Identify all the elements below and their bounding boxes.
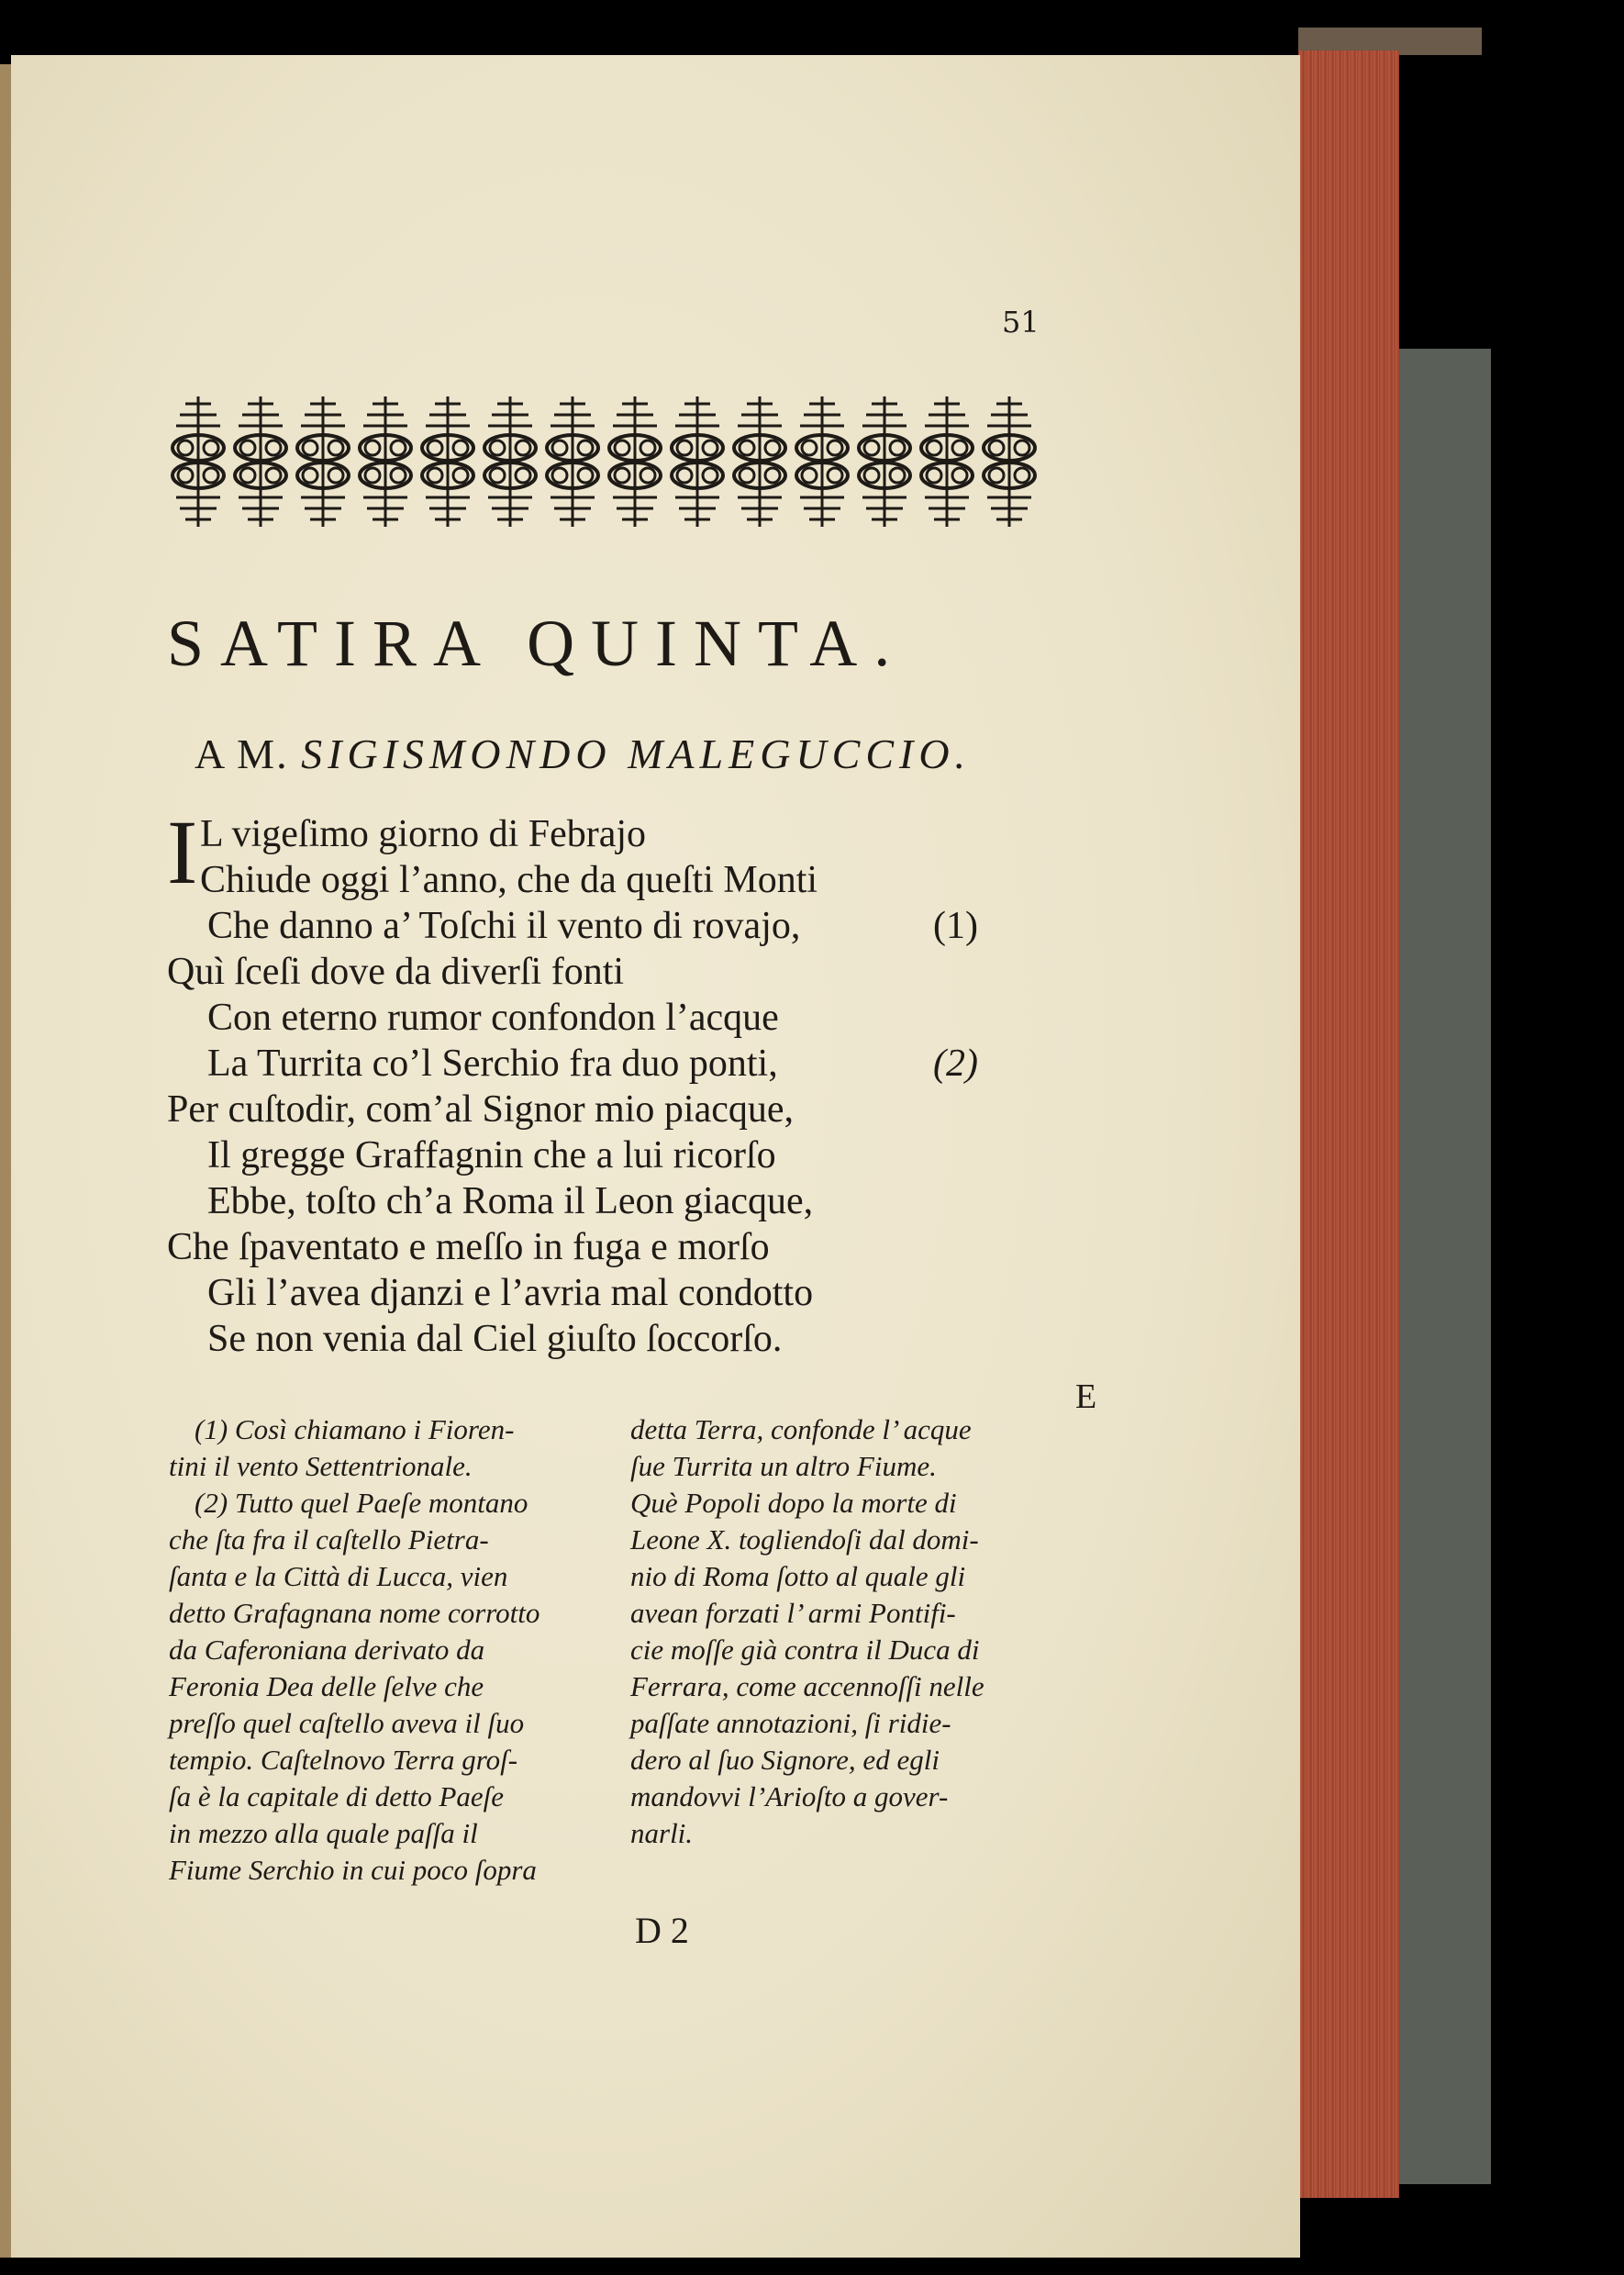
footnote-line: Què Popoli dopo la morte di bbox=[630, 1487, 957, 1519]
footnote-line: tini il vento Settentrionale. bbox=[169, 1450, 473, 1482]
verse-line: Con eterno rumor confondon l’acque bbox=[207, 997, 779, 1039]
footnote-line: detta Terra, confonde l’ acque bbox=[630, 1413, 972, 1445]
footnote-line: Fiume Serchio in cui poco ſopra bbox=[169, 1854, 537, 1886]
footnote-line: (2) Tutto quel Paeſe montano bbox=[195, 1487, 528, 1519]
footnote-line: nio di Roma ſotto al quale gli bbox=[630, 1560, 966, 1592]
chapter-title: SATIRA QUINTA. bbox=[167, 607, 907, 680]
footnote-line: detto Grafagnana nome corrotto bbox=[169, 1597, 540, 1629]
verse-line: Per cuſtodir, com’al Signor mio piacque, bbox=[167, 1088, 794, 1131]
verse-line: Chiude oggi l’anno, che da queſti Monti bbox=[200, 859, 818, 901]
verse-line: Il gregge Graffagnin che a lui ricorſo bbox=[207, 1134, 776, 1177]
footnote-line: avean forzati l’ armi Pontifi- bbox=[630, 1597, 956, 1629]
verse-ref-2: (2) bbox=[933, 1043, 978, 1085]
footnote-line: da Caferoniana derivato da bbox=[169, 1634, 485, 1666]
footnote-line: che ſta fra il caſtello Pietra- bbox=[169, 1523, 489, 1556]
verse-line: Quì ſceſi dove da diverſi fonti bbox=[167, 951, 625, 993]
footnote-line: Leone X. togliendoſi dal domi- bbox=[630, 1523, 979, 1556]
verse-line: Gli l’avea djanzi e l’avria mal condotto bbox=[207, 1272, 814, 1314]
footnote-line: tempio. Caſtelnovo Terra groſ- bbox=[169, 1744, 518, 1776]
footnote-line: Ferrara, come accennoſſi nelle bbox=[630, 1670, 984, 1702]
footnote-line: (1) Così chiamano i Fioren- bbox=[195, 1413, 515, 1445]
verse-line: L vigeſimo giorno di Febrajo bbox=[200, 813, 647, 855]
book-cover-board bbox=[1399, 349, 1491, 2184]
verse-line: Se non venia dal Ciel giuſto ſoccorſo. bbox=[207, 1318, 783, 1360]
page-number: 51 bbox=[1002, 305, 1040, 340]
footnote-line: dero al ſuo Signore, ed egli bbox=[630, 1744, 940, 1776]
footnote-line: in mezzo alla quale paſſa il bbox=[169, 1817, 478, 1849]
dedication-name: SIGISMONDO MALEGUCCIO. bbox=[301, 730, 972, 777]
footnote-line: preſſo quel caſtello aveva il ſuo bbox=[169, 1707, 525, 1739]
verse-ref-1: (1) bbox=[933, 905, 978, 947]
footnote-line: ſanta e la Città di Lucca, vien bbox=[169, 1560, 508, 1592]
footnote-line: ſue Turrita un altro Fiume. bbox=[630, 1450, 937, 1482]
dropcap: I bbox=[167, 801, 198, 903]
footnote-line: Feronia Dea delle ſelve che bbox=[169, 1670, 484, 1702]
dedication bbox=[195, 730, 971, 778]
footnote-line: narli. bbox=[630, 1817, 694, 1849]
verse-line: La Turrita co’l Serchio fra duo ponti, bbox=[207, 1043, 778, 1085]
footnote-line: ſa è la capitale di detto Paeſe bbox=[169, 1780, 505, 1812]
signature-mark: D 2 bbox=[635, 1910, 689, 1951]
ornament-band bbox=[167, 393, 1062, 530]
verse-line: Ebbe, toſto ch’a Roma il Leon giacque, bbox=[207, 1180, 814, 1222]
book-page bbox=[11, 55, 1300, 2258]
page-edges bbox=[1298, 50, 1399, 2198]
dedication-prefix: A M. bbox=[195, 730, 289, 777]
footnote-line: mandovvi l’Arioſto a gover- bbox=[630, 1780, 949, 1812]
catchword: E bbox=[1075, 1377, 1097, 1416]
footnote-line: cie moſſe già contra il Duca di bbox=[630, 1634, 980, 1666]
footnote-line: paſſate annotazioni, ſi ridie- bbox=[630, 1707, 951, 1739]
verse-line: Che ſpaventato e meſſo in fuga e morſo bbox=[167, 1226, 770, 1268]
verse-line: Che danno a’ Toſchi il vento di rovajo, bbox=[207, 905, 801, 947]
